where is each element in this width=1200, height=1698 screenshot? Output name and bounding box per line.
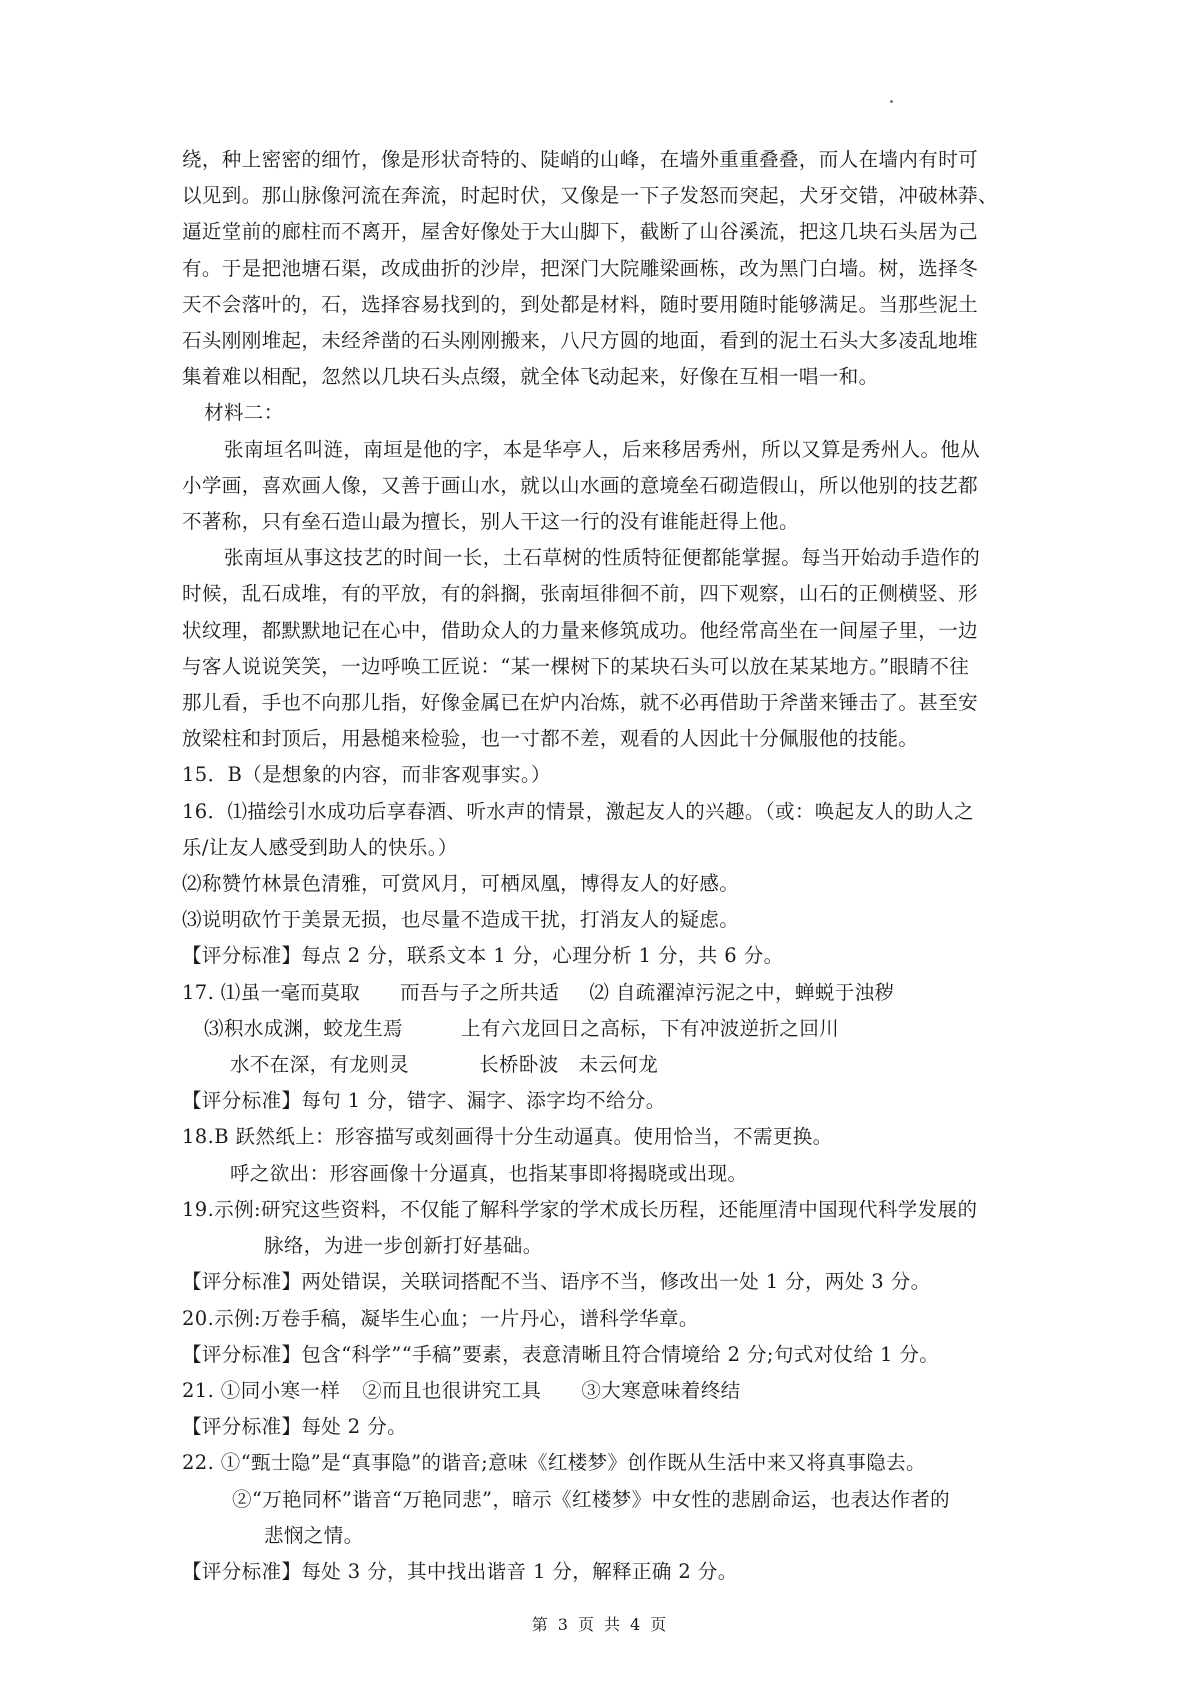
answer-16-line: 16．⑴描绘引水成功后享春酒、听水声的情景，激起友人的兴趣。（或：唤起友人的助人之 xyxy=(182,799,974,823)
answer-22-line: 悲悯之情。 xyxy=(264,1523,364,1547)
footer-total-label: 共 xyxy=(604,1615,623,1634)
material1-line: 绕，种上密密的细竹，像是形状奇特的、陡峭的山峰，在墙外重重叠叠，而人在墙内有时可 xyxy=(182,148,979,171)
answer-21-row xyxy=(182,1373,1032,1409)
scoring-standard-20: 【评分标准】包含“科学”“手稿”要素，表意清晰且符合情境给 2 分;句式对仗给 1 分。 xyxy=(182,1342,940,1366)
page-content xyxy=(182,142,1032,1590)
answer-21-item: ③大寒意味着终结 xyxy=(581,1378,741,1402)
answer-17-row xyxy=(182,1011,1032,1047)
footer-prefix: 第 xyxy=(531,1615,550,1634)
answer-17-item: 水不在深，有龙则灵 xyxy=(230,1053,410,1077)
material2-p2-line: 与客人说说笑笑，一边呼唤工匠说：“某一棵树下的某块石头可以放在某某地方。”眼睛不往 xyxy=(182,654,970,678)
material2-p1-line: 不著称，只有垒石造山最为擅长，别人干这一行的没有谁能赶得上他。 xyxy=(182,510,799,534)
answer-15: 15．B（是想象的内容，而非客观事实。） xyxy=(182,763,551,787)
answer-17-item: 长桥卧波 未云何龙 xyxy=(479,1053,659,1077)
answer-21-item: ②而且也很讲究工具 xyxy=(362,1378,542,1402)
material1-line: 石头刚刚堆起，未经斧凿的石头刚刚搬来，八尺方圆的地面，看到的泥土石头大多凌乱地堆 xyxy=(182,329,979,353)
material2-p2-line: 状纹理，都默默地记在心中，借助众人的力量来修筑成功。他经常高坐在一间屋子里，一边 xyxy=(182,618,979,642)
answer-17-item: ⑵ 自疏濯淖污泥之中，蝉蜕于浊秽 xyxy=(589,980,895,1004)
footer-page-label: 页 xyxy=(577,1615,596,1634)
answer-16-line: ⑵称赞竹林景色清雅，可赏风月，可栖凤凰，博得友人的好感。 xyxy=(182,872,740,896)
answer-17-item: ⑶积水成渊，蛟龙生焉 xyxy=(204,1016,404,1040)
answer-17-row xyxy=(182,1047,1032,1083)
material2-p2-line: 那儿看，手也不向那儿指，好像金属已在炉内冶炼，就不必再借助于斧凿来锤击了。甚至安 xyxy=(182,691,979,715)
material1-line: 集着难以相配，忽然以几块石头点缀，就全体飞动起来，好像在互相一唱一和。 xyxy=(182,365,879,389)
answer-17-item: 17. ⑴虽一毫而莫取 xyxy=(182,980,361,1004)
material1-line: 逼近堂前的廊柱而不离开，屋舍好像处于大山脚下，截断了山谷溪流，把这几块石头居为己 xyxy=(182,220,979,244)
material2-heading: 材料二： xyxy=(204,401,284,425)
footer-suffix: 页 xyxy=(650,1615,669,1634)
answer-20: 20.示例:万卷手稿，凝毕生心血；一片丹心，谱科学华章。 xyxy=(182,1306,699,1330)
material2-p2-line: 时候，乱石成堆，有的平放，有的斜搁，张南垣徘徊不前，四下观察，山石的正侧横竖、形 xyxy=(182,582,979,606)
scoring-standard-19: 【评分标准】两处错误，关联词搭配不当、语序不当，修改出一处 1 分，两处 3 分。 xyxy=(182,1270,931,1294)
material1-line: 有。于是把池塘石渠，改成曲折的沙岸，把深门大院雕梁画栋，改为黑门白墙。树，选择冬 xyxy=(182,256,979,280)
answer-18-line: 呼之欲出：形容画像十分逼真，也指某事即将揭晓或出现。 xyxy=(230,1161,748,1185)
footer-total-pages: 4 xyxy=(630,1615,643,1634)
answer-16-line: 乐/让友人感受到助人的快乐。） xyxy=(182,835,458,859)
footer-page-number: 3 xyxy=(557,1615,570,1634)
answer-17-row xyxy=(182,975,1032,1011)
material2-p1-line: 小学画，喜欢画人像，又善于画山水，就以山水画的意境垒石砌造假山，所以他别的技艺都 xyxy=(182,473,979,497)
material2-p2-line: 放梁柱和封顶后，用悬槌来检验，也一寸都不差，观看的人因此十分佩服他的技能。 xyxy=(182,727,919,751)
scoring-standard-22: 【评分标准】每处 3 分，其中找出谐音 1 分，解释正确 2 分。 xyxy=(182,1559,738,1583)
scoring-standard-16: 【评分标准】每点 2 分，联系文本 1 分，心理分析 1 分，共 6 分。 xyxy=(182,944,784,968)
scoring-standard-21: 【评分标准】每处 2 分。 xyxy=(182,1415,408,1439)
scan-speck xyxy=(890,100,893,103)
answer-22-line: 22. ①“甄士隐”是“真事隐”的谐音;意味《红楼梦》创作既从生活中来又将真事隐去。 xyxy=(182,1451,926,1475)
page-footer xyxy=(0,1612,1200,1635)
scoring-standard-17: 【评分标准】每句 1 分，错字、漏字、添字均不给分。 xyxy=(182,1089,666,1113)
answer-17-item: 上有六龙回日之高标，下有冲波逆折之回川 xyxy=(461,1016,840,1040)
material2-p2-line: 张南垣从事这技艺的时间一长，土石草树的性质特征便都能掌握。每当开始动手造作的 xyxy=(224,546,981,570)
answer-22-line: ②“万艳同杯”谐音“万艳同悲”，暗示《红楼梦》中女性的悲剧命运，也表达作者的 xyxy=(232,1487,951,1511)
answer-16-line: ⑶说明砍竹于美景无损，也尽量不造成干扰，打消友人的疑虑。 xyxy=(182,908,740,932)
answer-18-line: 18.B 跃然纸上：形容描写或刻画得十分生动逼真。使用恰当，不需更换。 xyxy=(182,1125,833,1149)
material1-line: 天不会落叶的，石，选择容易找到的，到处都是材料，随时要用随时能够满足。当那些泥土 xyxy=(182,292,979,316)
material2-p1-line: 张南垣名叫涟，南垣是他的字，本是华亭人，后来移居秀州，所以又算是秀州人。他从 xyxy=(224,437,981,461)
answer-19-line: 脉络，为进一步创新打好基础。 xyxy=(264,1234,543,1258)
answer-21-item: 21. ①同小寒一样 xyxy=(182,1378,341,1402)
answer-17-item: 而吾与子之所共适 xyxy=(400,980,560,1004)
material1-line: 以见到。那山脉像河流在奔流，时起时伏，又像是一下子发怒而突起，犬牙交错，冲破林莽、 xyxy=(182,184,998,208)
answer-19-line: 19.示例:研究这些资料，不仅能了解科学家的学术成长历程，还能厘清中国现代科学发展的 xyxy=(182,1197,978,1221)
